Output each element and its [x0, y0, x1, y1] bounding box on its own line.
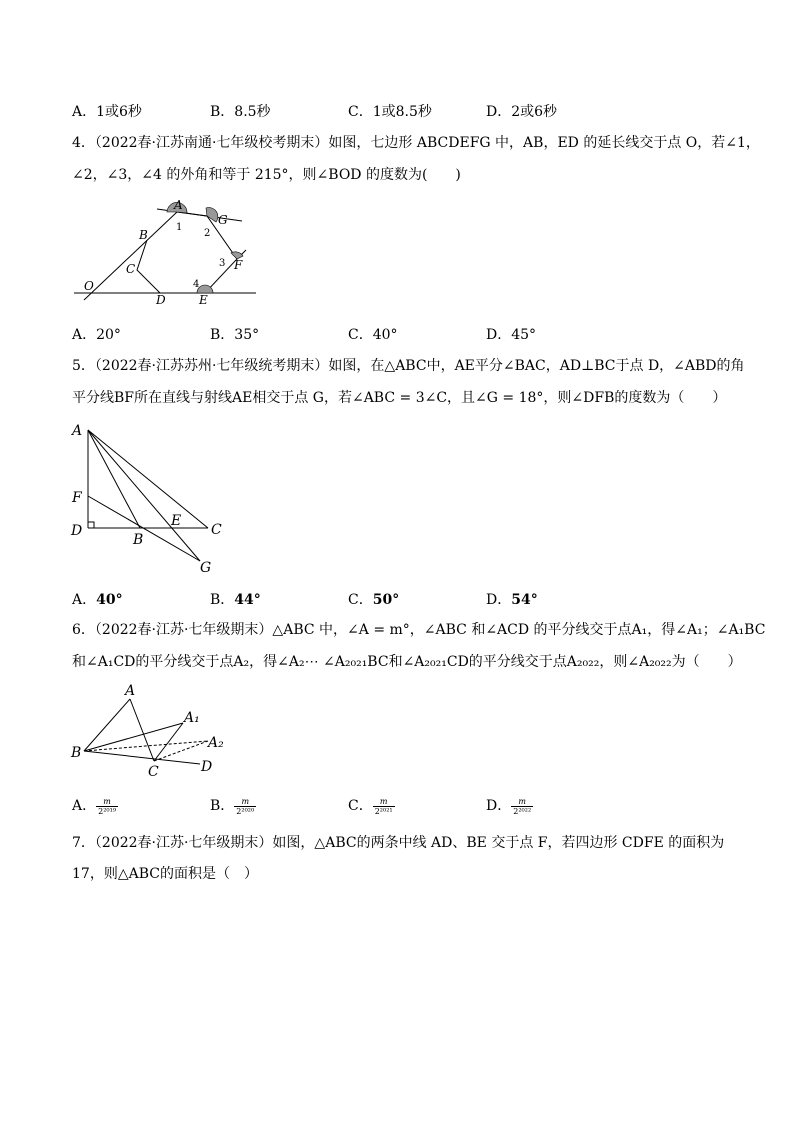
- q4-angle-1: 1: [176, 222, 183, 233]
- q4-angle-3: 3: [219, 258, 226, 269]
- q6-choice-d-fraction: $\frac{m}{\text{2²⁰²²}}$: [513, 796, 532, 816]
- q4-stem-line2: ∠2，∠3，∠4 的外角和等于 215°，则∠BOD 的度数为( ): [72, 167, 461, 183]
- q4-stem-line1: 4．（2022春·江苏南通·七年级校考期末）如图，七边形 ABCDEFG 中，AB，ED 的延长线交于点 O，若∠1，: [72, 135, 760, 151]
- q3-choice-a: A．1或6秒: [72, 104, 142, 120]
- q5-choice-b-value: 44°: [234, 592, 261, 608]
- q6-stem-line1: 6．（2022春·江苏·七年级期末）△ABC 中，∠A = m°，∠ABC 和∠ACD 的平分线交于点A₁，得∠A₁；∠A₁BC: [72, 622, 766, 638]
- q5-choice-b: B．44°: [210, 592, 261, 608]
- q3-choice-b: B．8.5秒: [210, 104, 271, 120]
- q6-label-C: C: [148, 764, 159, 780]
- q4-heptagon-figure: [72, 196, 262, 308]
- q4-label-B: B: [139, 228, 148, 242]
- q5-choice-c-value: 50°: [372, 592, 400, 608]
- q4-angle-4: 4: [193, 279, 200, 290]
- q5-label-B: B: [133, 532, 144, 548]
- q6-choice-c-fraction: $\frac{m}{\text{2²⁰²¹}}$: [374, 796, 393, 816]
- q5-choice-d-value: 54°: [511, 592, 538, 608]
- q5-choices: [72, 589, 772, 609]
- q6-label-A: A: [125, 683, 136, 699]
- q6-choices: [72, 795, 772, 815]
- q6-label-B: B: [71, 745, 82, 761]
- q5-stem-line1: 5．（2022春·江苏苏州·七年级统考期末）如图，在△ABC中，AE平分∠BAC，AD⊥BC于点 D，∠ABD的角: [72, 358, 745, 374]
- q5-label-A: A: [72, 423, 83, 439]
- q6-label-D: D: [201, 759, 213, 775]
- q4-label-C: C: [126, 262, 136, 276]
- q7-stem-line2: 17，则△ABC的面积是（ ）: [72, 866, 258, 882]
- q7-stem-line1: 7．（2022春·江苏·七年级期末）如图，△ABC的两条中线 AD、BE 交于点 F，若四边形 CDFE 的面积为: [72, 835, 725, 851]
- q6-bisector-figure: [68, 682, 238, 782]
- q4-choice-a: A．20°: [72, 327, 121, 343]
- q5-label-D: D: [71, 523, 83, 539]
- q5-label-G: G: [200, 560, 212, 576]
- q4-choice-c: C．40°: [348, 327, 398, 343]
- q6-choice-a-fraction: $\frac{m}{\text{2²⁰¹⁹}}$: [98, 796, 117, 816]
- q4-label-G: G: [218, 213, 228, 227]
- q5-choice-d: D．54°: [486, 592, 538, 608]
- q6-label-A2: A₂: [208, 735, 224, 751]
- q6-choice-b: B． $\frac{m}{\text{2²⁰²⁰}}$: [210, 796, 255, 816]
- q3-choice-c: C．1或8.5秒: [348, 104, 432, 120]
- q4-choice-d: D．45°: [486, 327, 537, 343]
- q4-label-F: F: [234, 258, 243, 272]
- q4-label-D: D: [156, 293, 166, 307]
- q5-choice-a-value: 40°: [96, 592, 123, 608]
- q4-choices: [72, 324, 772, 344]
- q5-choice-c: C．50°: [348, 592, 400, 608]
- q3-choice-d: D．2或6秒: [486, 104, 558, 120]
- q5-stem-line2: 平分线BF所在直线与射线AE相交于点 G，若∠ABC = 3∠C，且∠G = 18°，则∠DFB的度数为（ ）: [72, 390, 727, 406]
- q5-label-C: C: [211, 522, 222, 538]
- q4-choice-b: B．35°: [210, 327, 260, 343]
- q3-choices: [72, 101, 772, 121]
- q4-label-O: O: [84, 279, 94, 293]
- q5-triangle-figure: [68, 418, 238, 578]
- q6-choice-d: D． $\frac{m}{\text{2²⁰²²}}$: [486, 796, 532, 816]
- q4-label-E: E: [199, 293, 208, 307]
- q4-label-A: A: [174, 198, 183, 212]
- q6-choice-b-fraction: $\frac{m}{\text{2²⁰²⁰}}$: [236, 796, 255, 816]
- q5-label-E: E: [171, 513, 182, 529]
- q6-choice-a: A． $\frac{m}{\text{2²⁰¹⁹}}$: [72, 796, 117, 816]
- q5-label-F: F: [72, 490, 82, 506]
- q5-choice-a: A．40°: [72, 592, 123, 608]
- q6-label-A1: A₁: [184, 710, 200, 726]
- q6-choice-c: C． $\frac{m}{\text{2²⁰²¹}}$: [348, 796, 393, 816]
- q4-angle-2: 2: [204, 228, 211, 239]
- q6-stem-line2: 和∠A₁CD的平分线交于点A₂，得∠A₂⋯ ∠A₂₀₂₁BC和∠A₂₀₂₁CD的平分线交于点A₂₀₂₂，则∠A₂₀₂₂为（ ）: [72, 654, 742, 670]
